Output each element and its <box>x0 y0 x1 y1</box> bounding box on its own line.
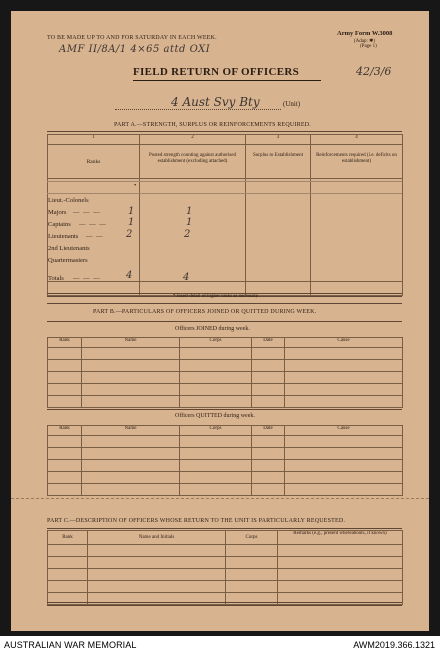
quitted-title: Officers QUITTED during week. <box>175 413 255 419</box>
col-number-1: 1 <box>48 135 140 145</box>
part-a-title: PART A.—STRENGTH, SURPLUS OR REINFORCEMENTS REQUIRED. <box>114 122 311 128</box>
unit-label: (Unit) <box>283 100 301 108</box>
quitted-header-rank: Rank <box>48 426 82 436</box>
quitted-table <box>47 425 403 496</box>
joined-header-cause: Cause <box>285 338 403 348</box>
table-row <box>48 384 403 396</box>
col-header-posted-strength: Posted strength counting against authorised establishment (excluding attached) <box>140 145 246 179</box>
majors-posted: 1 <box>186 206 193 217</box>
rank-quartermasters: Quartermasters <box>48 257 88 264</box>
table-row <box>48 360 403 372</box>
captains-hw-count: 1 <box>128 217 135 228</box>
quitted-header-date: Date <box>252 426 285 436</box>
form-subtitle: (Adap: ✱) <box>354 39 375 44</box>
part-a-footnote: * Insert detail of higher ranks as necessary. <box>173 294 260 299</box>
table-row <box>48 472 403 484</box>
form-page: TO BE MADE UP TO AND FOR SATURDAY IN EACH WEEK. Army Form W.3008 (Adap: ✱) (Page 1) AMF II/8A/1 4×65 attd OXI FIELD RETURN OF OFFICERS 42/3/6 4 Aust Svy Bty (Unit) PART A.—STRENGTH, SURPLUS OR REINFORCEMENTS REQUIRED. 1 2 3 4 Ranks Posted strength counting against authorised establishment (excluding attached) Surplus to Establishment Reinforcements required (i.e. deficits on establishment) • Lieut.-Colonels Majors — — — 1 1 Captains — — — 1 1 Lieutenants — — 2 2 2nd Lieutenants Quartermasters Totals — — — 4 4 * Insert detail of higher ranks as necessary. PART B.—PARTICULARS OF OFFICERS JOINED OR QUITTED DURING WEEK. Officers JOINED during week. Rank Name Corps Date Cause Officers QUITTED during week. Rank Name Corps Date Cause PART C.—DESCRIPTION OF OFFICERS WHOSE RETURN TO THE UNIT IS PARTICULARLY REQUESTED. Rank Name and Initials Corps Remarks (e.g., present whereabouts, if known) <box>11 11 429 631</box>
part-c-header-rank: Rank <box>48 531 88 545</box>
quitted-header-cause: Cause <box>285 426 403 436</box>
part-c-header-name: Name and Initials <box>88 531 226 545</box>
rank-lieut-colonels: Lieut.-Colonels <box>48 197 89 204</box>
joined-header-rank: Rank <box>48 338 82 348</box>
instruction-text: TO BE MADE UP TO AND FOR SATURDAY IN EACH WEEK. <box>47 35 217 41</box>
footer-bar <box>0 636 440 653</box>
joined-title: Officers JOINED during week. <box>175 326 250 332</box>
col-header-ranks: Ranks <box>48 145 140 179</box>
rank-asterisk: • <box>134 182 137 189</box>
totals-posted: 4 <box>183 272 190 283</box>
rank-majors: Majors <box>48 209 67 216</box>
part-c-table <box>47 530 403 605</box>
table-row <box>48 569 403 581</box>
col-header-reinforcements: Reinforcements required (i.e. deficits on establishment) <box>311 145 403 179</box>
part-c-header-corps: Corps <box>226 531 278 545</box>
quitted-header-corps: Corps <box>180 426 252 436</box>
col-number-3: 3 <box>246 135 311 145</box>
majors-hw-count: 1 <box>128 206 135 217</box>
totals-hw-count: 4 <box>126 270 133 281</box>
table-row <box>48 436 403 448</box>
handwritten-date: 42/3/6 <box>356 65 392 78</box>
fold-line <box>11 498 429 499</box>
table-row <box>48 484 403 496</box>
lieutenants-hw-count: 2 <box>126 229 133 240</box>
table-row <box>48 545 403 557</box>
rank-2nd-lieutenants: 2nd Lieutenants <box>48 245 90 252</box>
joined-header-name: Name <box>82 338 180 348</box>
col-header-surplus: Surplus to Establishment <box>246 145 311 179</box>
footer-accession-number: AWM2019.366.1321 <box>353 640 435 650</box>
handwritten-reference: AMF II/8A/1 4×65 attd OXI <box>59 44 211 55</box>
table-row <box>48 557 403 569</box>
table-row <box>48 448 403 460</box>
form-title: FIELD RETURN OF OFFICERS <box>133 66 300 78</box>
joined-header-date: Date <box>252 338 285 348</box>
table-row <box>48 581 403 593</box>
rank-lieutenants: Lieutenants <box>48 233 79 240</box>
joined-table <box>47 337 403 408</box>
footer-institution: AUSTRALIAN WAR MEMORIAL <box>4 640 137 650</box>
handwritten-unit: 4 Aust Svy Bty <box>171 95 260 109</box>
part-c-header-remarks: Remarks (e.g., present whereabouts, if known) <box>278 531 403 545</box>
joined-header-corps: Corps <box>180 338 252 348</box>
table-row <box>48 396 403 408</box>
totals-label: Totals <box>48 275 64 282</box>
rank-captains: Captains <box>48 221 71 228</box>
part-b-title: PART B.—PARTICULARS OF OFFICERS JOINED OR QUITTED DURING WEEK. <box>93 309 317 315</box>
table-row <box>48 372 403 384</box>
form-number: Army Form W.3008 <box>337 30 393 37</box>
table-row <box>48 460 403 472</box>
form-page-number: (Page 1) <box>360 44 377 49</box>
captains-posted: 1 <box>186 217 193 228</box>
col-number-2: 2 <box>140 135 246 145</box>
lieutenants-posted: 2 <box>184 229 191 240</box>
table-row <box>48 348 403 360</box>
col-number-4: 4 <box>311 135 403 145</box>
part-c-title: PART C.—DESCRIPTION OF OFFICERS WHOSE RETURN TO THE UNIT IS PARTICULARLY REQUESTED. <box>47 518 346 524</box>
quitted-header-name: Name <box>82 426 180 436</box>
